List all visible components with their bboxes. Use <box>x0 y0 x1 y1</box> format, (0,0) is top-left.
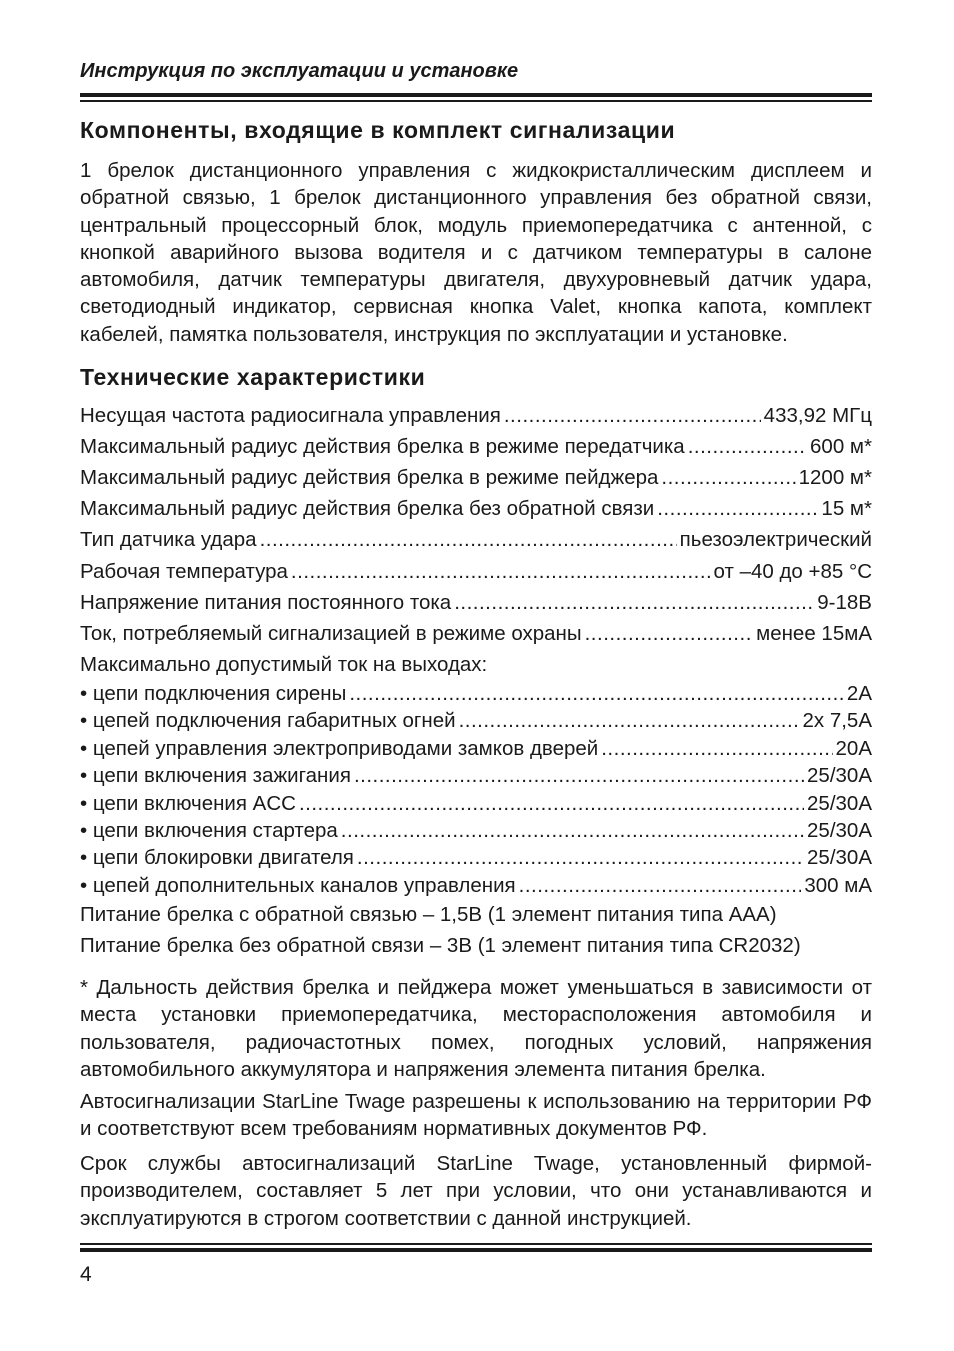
dot-leader <box>601 735 832 763</box>
output-label: • цепей управления электроприводами замков дверей <box>80 737 599 760</box>
specs-title: Технические характеристики <box>80 364 426 390</box>
spec-label: Тип датчика удара <box>80 528 257 551</box>
dot-leader <box>585 620 754 648</box>
spec-label: Максимальный радиус действия брелка в режиме передатчика <box>80 435 685 458</box>
power-line: Питание брелка без обратной связи – 3В (1 элемент питания типа CR2032) <box>80 934 801 957</box>
output-value: 300 мА <box>804 874 872 897</box>
spec-label: Напряжение питания постоянного тока <box>80 591 452 614</box>
power-line: Питание брелка с обратной связью – 1,5В (1 элемент питания типа ААА) <box>80 903 777 926</box>
output-row <box>80 735 872 763</box>
spec-label: Максимальный радиус действия брелка в режиме пейджера <box>80 466 659 489</box>
approval-paragraph: Автосигнализации StarLine Twage разрешены к использованию на территории РФ и соответствуют всем требованиям нормативных документов РФ. <box>80 1090 872 1141</box>
output-label: • цепи блокировки двигателя <box>80 846 354 869</box>
header-rule-thin <box>80 100 872 102</box>
dot-leader <box>519 872 802 900</box>
header-rule-thick <box>80 93 872 97</box>
spec-row <box>80 589 872 617</box>
spec-value: 600 м* <box>810 435 872 458</box>
spec-label: Несущая частота радиосигнала управления <box>80 404 501 427</box>
dot-leader <box>688 433 807 461</box>
footnote-paragraph: * Дальность действия брелка и пейджера может уменьшаться в зависимости от места установки приемопередатчика, месторасположения автомобиля и пользователя, радиочастотных помех, погодных условий, напряжения автомобильного аккумулятора и напряжения элемента питания брелка. <box>80 976 872 1081</box>
spec-row <box>80 526 872 554</box>
dot-leader <box>657 495 818 523</box>
dot-leader <box>357 844 804 872</box>
spec-value: пьезоэлектрический <box>679 528 872 551</box>
footer-rule-thick <box>80 1248 872 1252</box>
output-label: • цепи включения стартера <box>80 819 338 842</box>
output-value: 20А <box>835 737 872 760</box>
spec-row <box>80 402 872 430</box>
spec-row <box>80 464 872 492</box>
output-value: 2А <box>846 682 872 705</box>
spec-row <box>80 558 872 586</box>
spec-label: Максимальный радиус действия брелка без обратной связи <box>80 497 655 520</box>
dot-leader <box>260 526 677 554</box>
spec-row <box>80 620 872 648</box>
spec-value: 1200 м* <box>798 466 872 489</box>
output-value: 25/30А <box>807 764 872 787</box>
output-label: • цепи подключения сирены <box>80 682 347 705</box>
outputs-heading: Максимально допустимый ток на выходах: <box>80 653 488 676</box>
spec-label: Ток, потребляемый сигнализацией в режиме охраны <box>80 622 582 645</box>
spec-value: 9-18В <box>817 591 872 614</box>
spec-value: 15 м* <box>821 497 872 520</box>
dot-leader <box>291 558 711 586</box>
dot-leader <box>341 817 804 845</box>
output-value: 2х 7,5А <box>802 709 872 732</box>
spec-value: 433,92 МГц <box>763 404 872 427</box>
page-header-title: Инструкция по эксплуатации и установке <box>80 60 519 82</box>
output-value: 25/30А <box>807 846 872 869</box>
output-value: 25/30А <box>807 792 872 815</box>
dot-leader <box>299 790 804 818</box>
spec-value: менее 15мА <box>756 622 872 645</box>
output-row <box>80 762 872 790</box>
service-life-paragraph: Срок службы автосигнализаций StarLine Twage, установленный фирмой-производителем, составляет 5 лет при условии, что они устанавливаются и эксплуатируются в строгом соответствии с данной инструкцией. <box>80 1152 872 1230</box>
dot-leader <box>661 464 795 492</box>
output-label: • цепи включения ACC <box>80 792 296 815</box>
spec-row <box>80 433 872 461</box>
spec-row <box>80 495 872 523</box>
output-label: • цепи включения зажигания <box>80 764 351 787</box>
output-label: • цепей дополнительных каналов управления <box>80 874 516 897</box>
footer-rule-thin <box>80 1243 872 1245</box>
output-row <box>80 872 872 900</box>
spec-value: от –40 до +85 °С <box>713 560 872 583</box>
page-number: 4 <box>80 1263 92 1286</box>
dot-leader <box>459 707 800 735</box>
dot-leader <box>504 402 761 430</box>
output-row <box>80 817 872 845</box>
output-value: 25/30А <box>807 819 872 842</box>
output-row <box>80 844 872 872</box>
components-paragraph: 1 брелок дистанционного управления с жидкокристаллическим дисплеем и обратной связью, 1 брелок дистанционного управления без обратной связи, центральный процессорный блок, модуль приемопередатчика с антенной, с кнопкой аварийного вызова водителя и с датчиком температуры в салоне автомобиля, датчик температуры двигателя, двухуровневый датчик удара, светодиодный индикатор, сервисная кнопка Valet, кнопка капота, комплект кабелей, памятка пользователя, инструкция по эксплуатации и установке. <box>80 159 872 346</box>
output-row <box>80 680 872 708</box>
spec-label: Рабочая температура <box>80 560 288 583</box>
dot-leader <box>354 762 804 790</box>
output-row <box>80 790 872 818</box>
output-label: • цепей подключения габаритных огней <box>80 709 456 732</box>
output-row <box>80 707 872 735</box>
dot-leader <box>454 589 814 617</box>
components-title: Компоненты, входящие в комплект сигнализации <box>80 117 676 143</box>
dot-leader <box>349 680 844 708</box>
